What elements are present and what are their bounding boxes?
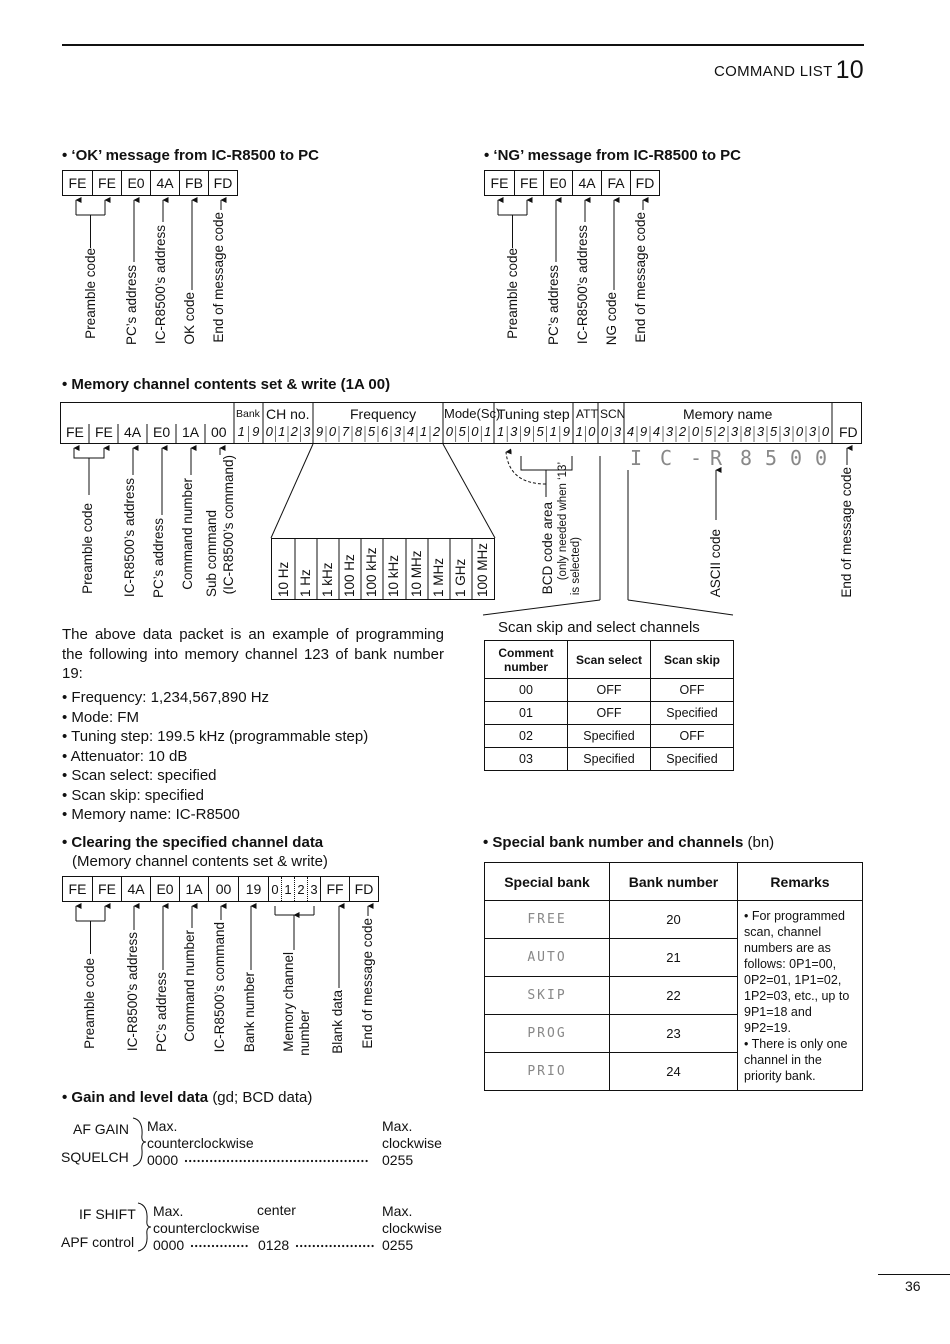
label-bcd-note: is selected): [570, 537, 582, 596]
label-pc-address: PC’s address: [151, 518, 166, 599]
packet-digit: 0: [268, 877, 281, 901]
special-title: • Special bank number and channels (bn): [483, 834, 775, 851]
packet-cell: 1A: [182, 424, 200, 440]
table-row: FREE 20 • For programmed scan, channel numbers are as follows: 0P1=00, 0P2=01, 1P1=02, 1P2=03, etc., up to 9P1=18 and 9P2=19. • There is only one channel in the priority bank.: [485, 901, 863, 939]
packet-cell: FF: [320, 877, 349, 901]
packet-digit: 3: [665, 424, 674, 439]
packet-digit: 5: [458, 424, 466, 439]
packet-cell: FE: [68, 881, 87, 897]
label-end-code: End of message code: [839, 467, 854, 598]
packet-cell: FD: [349, 877, 378, 901]
packet-digit: 2: [717, 424, 726, 439]
freq-unit-label: 100 Hz: [342, 554, 357, 597]
packet-digit: 0: [445, 424, 453, 439]
packet-cell: FE: [92, 877, 121, 901]
packet-digit: 8: [354, 424, 363, 439]
label-ng-code: NG code: [604, 292, 619, 346]
packet-digit: 9: [252, 424, 260, 439]
packet-digit: 2: [294, 877, 307, 901]
table-row: 00 OFF OFF: [485, 679, 734, 702]
freq-unit-label: 100 MHz: [475, 542, 490, 597]
freq-unit-label: 10 MHz: [409, 550, 424, 597]
label-preamble: Preamble code: [505, 248, 520, 339]
packet-digit: 1: [419, 424, 428, 439]
packet-digit: 9: [523, 424, 531, 439]
packet-digit: 1: [484, 424, 492, 439]
group-head-ch: CH no.: [266, 406, 310, 422]
group-head-scn: SCN: [600, 407, 626, 421]
packet-cell: E0: [121, 171, 150, 195]
packet-cell: FD: [630, 171, 659, 195]
packet-digit: 3: [613, 424, 622, 439]
label-ok-code: OK code: [182, 292, 197, 345]
packet-cell: FE: [95, 424, 113, 440]
bullet-item: • Attenuator: 10 dB: [62, 747, 188, 765]
packet-digit: 1: [575, 424, 583, 439]
label-preamble: Preamble code: [82, 958, 97, 1049]
special-header: Remarks: [738, 863, 863, 901]
gain-label: IF SHIFT: [79, 1206, 136, 1222]
gain-left: Max. counterclockwise 0000: [147, 1118, 254, 1168]
table-row: 03 Specified Specified: [485, 748, 734, 771]
freq-unit-label: 100 kHz: [364, 547, 379, 597]
packet-digit: 5: [769, 424, 778, 439]
packet-cell: FE: [66, 424, 84, 440]
bullet-item: • Memory name: IC-R8500: [62, 806, 240, 823]
freq-unit-label: 1 kHz: [320, 562, 335, 597]
packet-digit: 2: [290, 424, 298, 439]
packet-digit: 3: [782, 424, 791, 439]
group-head-att: ATT: [576, 407, 598, 421]
table-row: PROG 23: [485, 1015, 863, 1053]
packet-digit: 3: [808, 424, 817, 439]
packet-digit: 7: [341, 424, 350, 439]
group-head-freq: Frequency: [350, 406, 417, 422]
bullet-item: • Tuning step: 199.5 kHz (programmable step): [62, 728, 369, 745]
packet-digit: 8: [743, 424, 752, 439]
bullet-item: • Mode: FM: [62, 708, 139, 726]
table-row: 01 OFF Specified: [485, 702, 734, 725]
lcd-char: R: [710, 446, 725, 470]
lcd-char: 8: [740, 446, 755, 470]
label-pc-address: PC’s address: [154, 972, 169, 1053]
label-pc-address: PC’s address: [546, 265, 561, 346]
label-command-number: Command number: [180, 478, 195, 590]
label-bcd-note: (only needed when ‘13’: [557, 462, 569, 581]
freq-unit-label: 10 Hz: [276, 561, 291, 597]
ng-title: • ‘NG’ message from IC-R8500 to PC: [484, 147, 741, 164]
label-end-code: End of message code: [211, 212, 226, 343]
label-radio-address: IC-R8500’s address: [575, 225, 590, 345]
remark-item: • For programmed scan, channel numbers are as follows: 0P1=00, 0P2=01, 1P1=02, 1P2=03, etc., up to 9P1=18 and 9P2=19.: [744, 908, 850, 1035]
lcd-char: I: [630, 446, 645, 470]
section-header: COMMAND LIST 10: [713, 56, 864, 84]
scan-table-title: Scan skip and select channels: [498, 619, 700, 636]
packet-cell: 19: [238, 877, 268, 901]
packet-digit: 1: [281, 877, 294, 901]
packet-cell: FB: [179, 171, 208, 195]
packet-cell: 4A: [121, 877, 150, 901]
packet-digit: 3: [510, 424, 518, 439]
packet-digit: 2: [678, 424, 687, 439]
packet-digit: 4: [652, 424, 661, 439]
group-head-name: Memory name: [683, 406, 773, 422]
packet-digit: 9: [315, 424, 324, 439]
scan-header: Scan select: [568, 641, 651, 679]
packet-digit: 0: [265, 424, 273, 439]
label-ascii: ASCII code: [708, 529, 723, 598]
packet-cell: 1A: [179, 877, 208, 901]
packet-digit: 3: [756, 424, 765, 439]
label-blank-data: Blank data: [330, 990, 345, 1054]
label-radio-address: IC-R8500’s address: [125, 932, 140, 1052]
packet-digit: 1: [496, 424, 505, 439]
clear-title: • Clearing the specified channel data: [62, 834, 324, 851]
label-bank-number: Bank number: [242, 972, 257, 1053]
label-end-code: End of message code: [633, 212, 648, 343]
gain-label: SQUELCH: [61, 1149, 129, 1165]
packet-cell: E0: [153, 424, 171, 440]
group-head-bank: Bank: [236, 408, 260, 420]
packet-digit: 0: [588, 424, 596, 439]
bullet-item: • Scan select: specified: [62, 767, 217, 784]
bullet-item: • Frequency: 1,234,567,890 Hz: [62, 689, 270, 706]
example-paragraph: The above data packet is an example of programming the following into memory channel 123 of bank number 19:: [62, 626, 444, 682]
packet-digit: 1: [278, 424, 286, 439]
packet-digit: 4: [626, 424, 635, 439]
packet-cell: E0: [150, 877, 179, 901]
gain-left: Max. counterclockwise 0000: [153, 1203, 260, 1253]
table-row: SKIP 22: [485, 977, 863, 1015]
freq-unit-label: 1 MHz: [431, 557, 446, 597]
scan-header: Scan skip: [651, 641, 734, 679]
gain-title: • Gain and level data (gd; BCD data): [62, 1089, 313, 1106]
label-pc-address: PC’s address: [124, 265, 139, 346]
packet-digit: 4: [406, 424, 415, 439]
packet-digit: 0: [600, 424, 609, 439]
clear-subtitle: (Memory channel contents set & write): [72, 853, 328, 870]
lcd-char: -: [690, 446, 705, 470]
packet-digit: 1: [549, 424, 557, 439]
remark-item: • There is only one channel in the priority bank.: [744, 1036, 848, 1083]
packet-cell: 4A: [124, 424, 142, 440]
scan-header: Comment number: [485, 641, 568, 679]
table-row: AUTO 21: [485, 939, 863, 977]
packet-digit: 1: [237, 424, 245, 439]
table-row: PRIO 24: [485, 1053, 863, 1091]
memory-title: • Memory channel contents set & write (1A 00): [62, 376, 391, 393]
lcd-char: 0: [815, 446, 830, 470]
lcd-char: C: [660, 446, 675, 470]
special-header: Bank number: [610, 863, 738, 901]
label-sub-command-note: (IC-R8500’s command): [221, 455, 236, 595]
gain-right: Max. clockwise 0255: [382, 1118, 442, 1168]
packet-digit: 3: [730, 424, 739, 439]
packet-cell: FD: [839, 424, 858, 440]
label-memory-channel-2: number: [297, 1010, 312, 1056]
packet-cell: 4A: [572, 171, 601, 195]
gain-center: center: [257, 1202, 296, 1218]
packet-cell: FE: [514, 171, 543, 195]
label-command-number: Command number: [182, 930, 197, 1042]
bullet-item: • Scan skip: specified: [62, 786, 204, 804]
label-memory-channel: Memory channel: [281, 952, 296, 1052]
group-head-mode: Mode(Sc): [444, 406, 501, 421]
gain-center-value: 0128: [258, 1237, 290, 1253]
ok-title: • ‘OK’ message from IC-R8500 to PC: [62, 147, 319, 164]
lcd-char: 0: [790, 446, 805, 470]
freq-unit-label: 10 kHz: [386, 554, 401, 597]
packet-cell: FE: [68, 175, 87, 191]
packet-cell: FA: [601, 171, 630, 195]
packet-digit: 3: [303, 424, 311, 439]
packet-cell: FD: [208, 171, 237, 195]
packet-digit: 0: [795, 424, 804, 439]
freq-unit-label: 1 Hz: [298, 569, 313, 597]
label-radio-address: IC-R8500’s address: [122, 478, 137, 598]
label-end-code: End of message code: [360, 918, 375, 1049]
packet-digit: 5: [367, 424, 376, 439]
packet-digit: 2: [432, 424, 441, 439]
packet-digit: 5: [536, 424, 544, 439]
packet-digit: 9: [562, 424, 571, 439]
packet-cell: 4A: [150, 171, 179, 195]
label-sub-command: Sub command: [204, 510, 219, 598]
table-row: 02 Specified OFF: [485, 725, 734, 748]
packet-cell: FE: [92, 171, 121, 195]
special-header: Special bank: [485, 863, 610, 901]
packet-digit: 3: [307, 877, 320, 901]
packet-digit: 5: [704, 424, 713, 439]
packet-digit: 0: [821, 424, 830, 439]
packet-cell: 00: [208, 877, 238, 901]
packet-digit: 9: [639, 424, 648, 439]
gain-label: AF GAIN: [73, 1121, 130, 1137]
packet-digit: 0: [691, 424, 700, 439]
page-number: 36: [905, 1278, 921, 1294]
freq-unit-label: 1 GHz: [453, 558, 468, 597]
gain-right: Max. clockwise 0255: [382, 1203, 442, 1253]
group-head-tuning: Tuning step: [497, 406, 570, 422]
gain-label: APF control: [61, 1234, 135, 1250]
label-preamble: Preamble code: [80, 503, 95, 594]
packet-cell: E0: [543, 171, 572, 195]
packet-cell: FE: [490, 175, 509, 191]
packet-digit: 6: [380, 424, 389, 439]
label-radio-command: IC-R8500’s command: [212, 922, 227, 1053]
label-preamble: Preamble code: [83, 248, 98, 339]
label-radio-address: IC-R8500’s address: [153, 225, 168, 345]
label-bcd: BCD code area: [540, 502, 555, 595]
packet-digit: 0: [471, 424, 479, 439]
lcd-char: 5: [765, 446, 780, 470]
packet-cell: 00: [211, 424, 227, 440]
packet-digit: 0: [328, 424, 337, 439]
packet-digit: 3: [393, 424, 402, 439]
